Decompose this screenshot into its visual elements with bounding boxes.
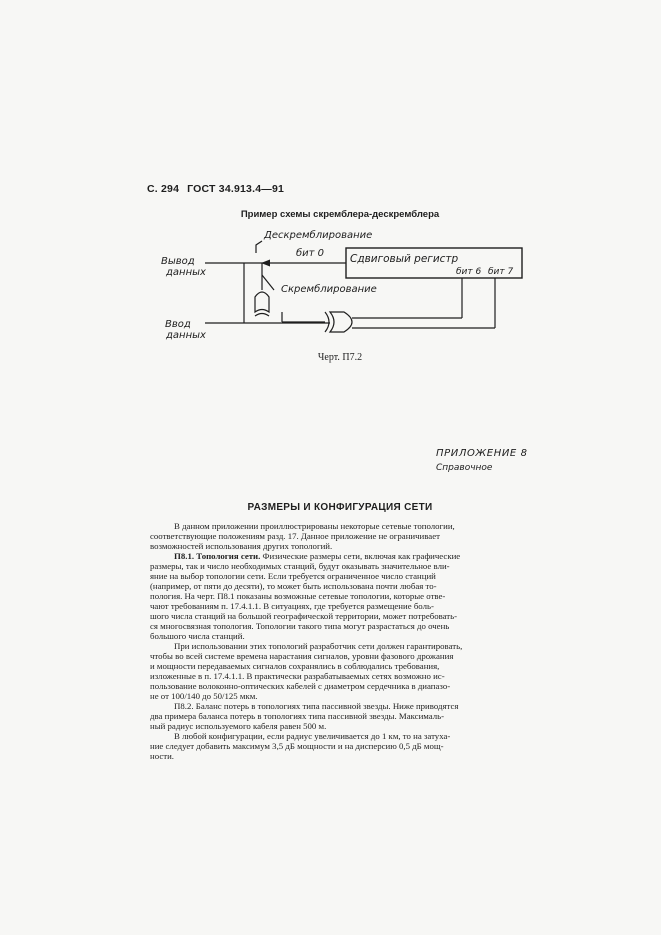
scramble-switch-arm xyxy=(262,275,274,290)
descramble-branch xyxy=(256,241,262,253)
label-output-2: данных xyxy=(166,267,206,278)
appendix-subtitle: Справочное xyxy=(436,463,493,473)
appendix-title: ПРИЛОЖЕНИЕ 8 xyxy=(436,448,528,459)
label-shift-register: Сдвиговый регистр xyxy=(350,253,459,265)
text-line: ся многосвязная топология. Топологии такого типа могут разрастаться до очень xyxy=(150,621,450,631)
text-line: ние следует добавить максимум 3,5 дБ мощности и на дисперсию 0,5 дБ мощ- xyxy=(150,741,444,751)
figure-caption: Черт. П7.2 xyxy=(317,352,363,363)
text-line xyxy=(174,551,460,561)
xor-gate-large-curve xyxy=(325,312,329,332)
label-descrambling: Дескремблирование xyxy=(264,230,373,241)
text-line: два примера баланса потерь в топологиях типа пассивной звезды. Максималь- xyxy=(150,711,445,721)
text-line xyxy=(174,701,458,711)
text-line: (например, от пяти до десяти), то может быть использована почти любая то- xyxy=(150,581,437,591)
page-label: С. 294 xyxy=(147,183,180,195)
text-line: ный радиус используемого кабеля равен 500 м. xyxy=(150,721,327,731)
section-title: РАЗМЕРЫ И КОНФИГУРАЦИЯ СЕТИ xyxy=(247,502,433,513)
label-output-1: Вывод xyxy=(161,256,195,267)
label-bit6: бит 6 xyxy=(456,267,482,277)
text-line: изложенные в п. 17.4.1.1. В практически разрабатываемых сетях возможно ис- xyxy=(150,671,445,681)
xor-gate-small-curve xyxy=(255,314,269,317)
xor-gate-small-icon xyxy=(255,292,269,312)
label-scrambling: Скремблирование xyxy=(281,284,377,295)
text-line: В данном приложении проиллюстрированы некоторые сетевые топологии, xyxy=(174,521,455,531)
text-line: пользование волоконно-оптических кабелей с диаметром сердечника в диапазо- xyxy=(150,681,451,691)
figure-title: Пример схемы скремблера-дескремблера xyxy=(240,209,440,220)
text-line-rest: Баланс потерь в топологиях типа пассивной звезды. Ниже приводятся xyxy=(193,701,459,711)
clause-heading: П8.1. Топология сети. xyxy=(174,551,261,561)
text-line: шого числа станций на большой географической территории, может потребовать- xyxy=(150,611,458,621)
text-line: и мощности передаваемых сигналов сохранялись в соблюдались требования, xyxy=(150,661,440,671)
label-bit7: бит 7 xyxy=(488,267,514,277)
text-line: возможностей использования других топологий. xyxy=(150,541,333,551)
text-line: яние на выбор топологии сети. Если требуется ограниченное число станций xyxy=(150,571,436,581)
text-line: ности. xyxy=(150,751,174,761)
label-input-1: Ввод xyxy=(165,319,191,330)
text-line: не от 100/140 до 50/125 мкм. xyxy=(150,691,258,701)
text-line: соответствующие положениям разд. 17. Данное приложение не ограничивает xyxy=(150,531,440,541)
text-line: чтобы во всей системе времена нарастания сигналов, уровни фазового дрожания xyxy=(150,651,454,661)
xor-gate-large-icon xyxy=(330,312,352,332)
standard-number: ГОСТ 34.913.4—91 xyxy=(187,183,285,195)
label-bit0: бит 0 xyxy=(296,248,325,259)
text-line: размеры, так и число необходимых станций, будут оказывать значительное вли- xyxy=(150,561,450,571)
text-line-rest: Физические размеры сети, включая как графические xyxy=(260,551,461,561)
clause-number: П8.2. xyxy=(174,701,194,711)
text-line: При использовании этих топологий разработчик сети должен гарантировать, xyxy=(174,641,463,651)
text-line: В любой конфигурации, если радиус увеличивается до 1 км, то на затуха- xyxy=(174,731,451,741)
text-line: большого числа станций. xyxy=(150,631,245,641)
text-line: пология. На черт. П8.1 показаны возможные сетевые топологии, которые отве- xyxy=(150,591,446,601)
text-line: чают требованиям п. 17.4.1.1. В ситуациях, где требуется размещение боль- xyxy=(150,601,434,611)
label-input-2: данных xyxy=(166,330,206,341)
